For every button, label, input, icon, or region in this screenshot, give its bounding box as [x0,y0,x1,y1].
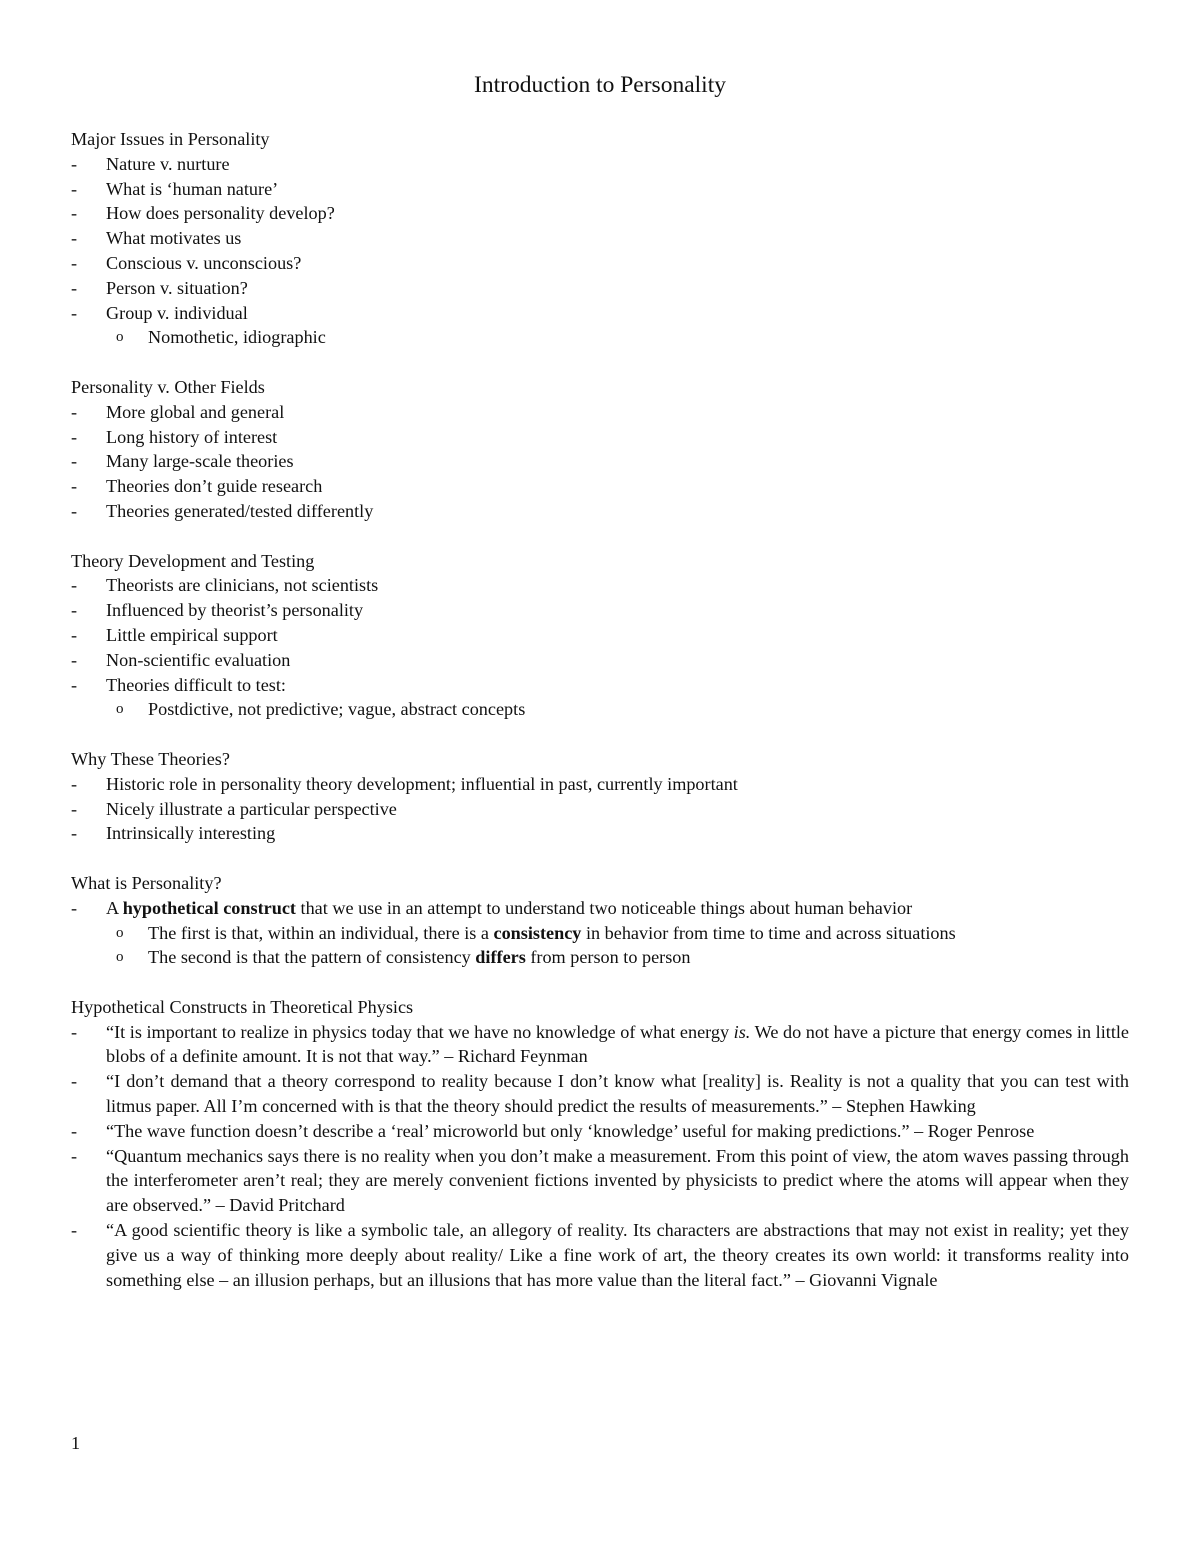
list-item [71,573,1129,598]
quote-item [71,1020,1129,1070]
sub-list-item [71,945,1129,970]
sub-item-text: Nomothetic, idiographic [148,327,326,348]
list-item-text: Long history of interest [106,426,278,447]
list-item-text: What is ‘human nature’ [106,178,279,199]
text-run: in behavior from time to time and across situations [581,922,956,943]
dash-bullet: - [71,1120,78,1141]
list-item [71,177,1129,202]
list-item-text: Person v. situation? [106,277,248,298]
dash-bullet: - [71,500,78,521]
list-item-text: Many large-scale theories [106,451,294,472]
text-run: that we use in an attempt to understand two noticeable things about human behavior [295,897,913,918]
page-number: 1 [71,1433,81,1453]
list-item-text: Non-scientific evaluation [106,649,291,670]
sub-list-item [71,921,1129,946]
list-item [71,152,1129,177]
dash-bullet: - [71,178,78,199]
dash-bullet: - [71,252,78,273]
list-item [71,251,1129,276]
sub-item-text [148,947,690,967]
list-item-text [106,1022,1129,1067]
dash-bullet: - [71,649,78,670]
sub-item-text [148,923,956,943]
list-item-text: Conscious v. unconscious? [106,252,302,273]
list-item-text: Little empirical support [106,624,278,645]
list-item [71,896,1129,921]
section [71,549,1129,723]
quote-item [71,1218,1129,1292]
bold-term: hypothetical construct [122,897,296,918]
list-item-text: “A good scientific theory is like a symbolic tale, an allegory of reality. Its characters are abstractions that may not exist in reality; yet they give us a way of thinking more deeply about reality/ Like a fine work of art, the theory creates its own world: it transforms reality into something else – an illusion perhaps, but an illusions that has more value than the literal fact.” – Giovanni Vignale [106,1220,1129,1290]
section-heading: Major Issues in Personality [71,129,270,149]
dash-bullet: - [71,1220,78,1241]
dash-bullet: - [71,228,78,249]
circle-bullet: o [116,701,124,718]
dash-bullet: - [71,600,78,621]
dash-bullet: - [71,302,78,323]
list-item [71,474,1129,499]
list-item [71,425,1129,450]
list-item [71,301,1129,326]
list-item-text: “Quantum mechanics says there is no reality when you don’t make a measurement. From this point of view, the atom waves passing through the interferometer aren’t real; they are merely convenient fictions invented by physicists to predict where the atoms will appear when they are observed.” – David Pritchard [106,1145,1129,1216]
list-item [71,276,1129,301]
list-item-text: Theories difficult to test: [106,674,286,695]
section-heading: Why These Theories? [71,748,230,769]
quote-item [71,1144,1129,1218]
dash-bullet: - [71,674,78,695]
text-run: The second is that the pattern of consistency [148,947,476,968]
list-item [71,772,1129,797]
list-item [71,400,1129,425]
dash-bullet: - [71,624,78,645]
circle-bullet: o [116,949,124,966]
section [71,995,1129,1293]
list-item [71,797,1129,822]
list-item-text: Group v. individual [106,302,248,323]
sub-item-text: Postdictive, not predictive; vague, abstract concepts [148,699,526,720]
bold-term: differs [475,947,526,968]
list-item-text [106,898,912,918]
dash-bullet: - [71,426,78,447]
text-run: “It is important to realize in physics today that we have no knowledge of what energy [106,1021,734,1042]
dash-bullet: - [71,1071,78,1092]
document-body [71,127,1129,1317]
list-item-text: Nicely illustrate a particular perspective [106,798,397,819]
section [71,871,1129,970]
dash-bullet: - [71,897,78,918]
list-item-text: Historic role in personality theory development; influential in past, currently important [106,773,738,794]
dash-bullet: - [71,1145,78,1166]
dash-bullet: - [71,823,78,844]
text-run: A [106,897,123,918]
page-title: Introduction to Personality [474,72,726,98]
text-run: from person to person [525,947,691,968]
dash-bullet: - [71,451,78,472]
quote-item [71,1119,1129,1144]
list-item [71,226,1129,251]
section-heading: Theory Development and Testing [71,550,315,571]
text-run: The first is that, within an individual, there is a [148,922,494,943]
sub-list-item [71,697,1129,722]
circle-bullet: o [116,924,124,941]
list-item [71,648,1129,673]
text-run: We do not have a picture that energy comes in little blobs of a definite amount. It is not that way.” – Richard Feynman [106,1021,1129,1067]
quote-item [71,1069,1129,1119]
list-item-text: Theories don’t guide research [106,476,323,497]
list-item [71,201,1129,226]
list-item [71,598,1129,623]
list-item [71,449,1129,474]
list-item-text: Theories generated/tested differently [106,500,374,521]
list-item-text: What motivates us [106,228,242,249]
section-heading: Personality v. Other Fields [71,376,265,397]
dash-bullet: - [71,798,78,819]
dash-bullet: - [71,1021,78,1042]
dash-bullet: - [71,203,78,224]
section [71,375,1129,524]
list-item [71,499,1129,524]
section [71,747,1129,846]
list-item-text: Theorists are clinicians, not scientists [106,575,379,596]
list-item-text: “I don’t demand that a theory correspond to reality because I don’t know what [reality] is. Reality is not a quality that you can test with litmus paper. All I’m concerned with is that the theory should predict the results of measurements.” – Stephen Hawking [106,1071,1129,1117]
list-item [71,673,1129,698]
list-item [71,821,1129,846]
bold-term: consistency [493,922,582,943]
sub-list-item [71,325,1129,350]
dash-bullet: - [71,476,78,497]
dash-bullet: - [71,401,78,422]
dash-bullet: - [71,277,78,298]
list-item-text: “The wave function doesn’t describe a ‘real’ microworld but only ‘knowledge’ useful for making predictions.” – Roger Penrose [106,1120,1035,1141]
dash-bullet: - [71,773,78,794]
italic-text: is. [733,1021,751,1042]
section [71,127,1129,350]
list-item-text: More global and general [106,401,285,422]
circle-bullet: o [116,329,124,346]
list-item-text: Nature v. nurture [106,153,230,174]
list-item-text: Influenced by theorist’s personality [106,600,364,621]
section-heading: What is Personality? [71,872,222,893]
dash-bullet: - [71,153,78,174]
list-item-text: How does personality develop? [106,203,335,224]
section-heading: Hypothetical Constructs in Theoretical Physics [71,996,414,1017]
list-item [71,623,1129,648]
dash-bullet: - [71,575,78,596]
list-item-text: Intrinsically interesting [106,823,276,844]
